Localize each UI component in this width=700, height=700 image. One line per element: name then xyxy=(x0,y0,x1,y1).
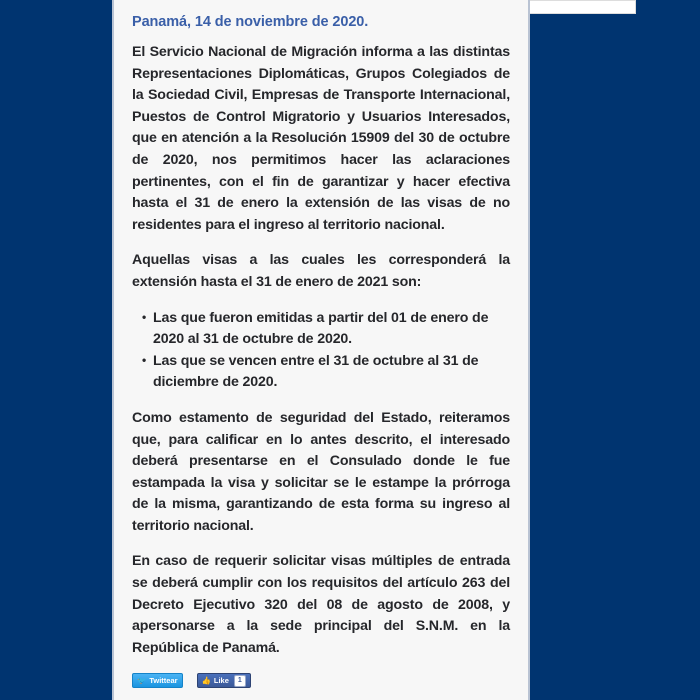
facebook-like-label: Like xyxy=(213,676,229,686)
top-right-placeholder-box xyxy=(528,0,636,14)
twitter-share-button[interactable] xyxy=(132,673,183,688)
facebook-like-button[interactable] xyxy=(197,673,251,688)
social-share-row xyxy=(132,673,510,698)
list-item: • Las que se vencen entre el 31 de octubre al 31 de diciembre de 2020. xyxy=(142,351,510,394)
twitter-bird-icon: 🐦 xyxy=(137,676,147,686)
thumbs-up-icon: 👍 xyxy=(201,676,211,686)
document-paragraph-1: El Servicio Nacional de Migración informa a las distintas Representaciones Diplomáticas, Grupos Colegiados de la Sociedad Civil, Empresas de Transporte Internacional, Puestos de Control Migratorio y Usuarios Interesados, que en atención a la Resolución 15909 del 30 de octubre de 2020, nos permitimos hacer las aclaraciones pertinentes, con el fin de garantizar y hacer efectiva hasta el 31 de enero la extensión de las visas de no residentes para el ingreso al territorio nacional. xyxy=(132,44,510,233)
document-paragraph-2: Aquellas visas a las cuales les corresponderá la extensión hasta el 31 de enero de 2021 son: xyxy=(132,252,510,290)
document-card xyxy=(112,0,530,700)
document-paragraph-3: Como estamento de seguridad del Estado, reiteramos que, para calificar en lo antes descrito, el interesado deberá presentarse en el Consulado donde le fue estampada la visa y solicitar se le estampe la prórroga de la misma, garantizando de esta forma su ingreso al territorio nacional. xyxy=(132,409,510,534)
visa-extension-list xyxy=(132,308,510,394)
document-date-line: Panamá, 14 de noviembre de 2020. xyxy=(132,14,369,30)
twitter-share-label: Twittear xyxy=(149,676,178,686)
document-paragraph-4: En caso de requerir solicitar visas múltiples de entrada se deberá cumplir con los requisitos del artículo 263 del Decreto Ejecutivo 320 del 08 de agosto de 2008, y apersonarse a la sede principal del S.N.M. en la República de Panamá. xyxy=(132,553,510,656)
list-item: • Las que fueron emitidas a partir del 01 de enero de 2020 al 31 de octubre de 2020. xyxy=(142,308,510,351)
facebook-like-count: 1 xyxy=(234,675,246,687)
